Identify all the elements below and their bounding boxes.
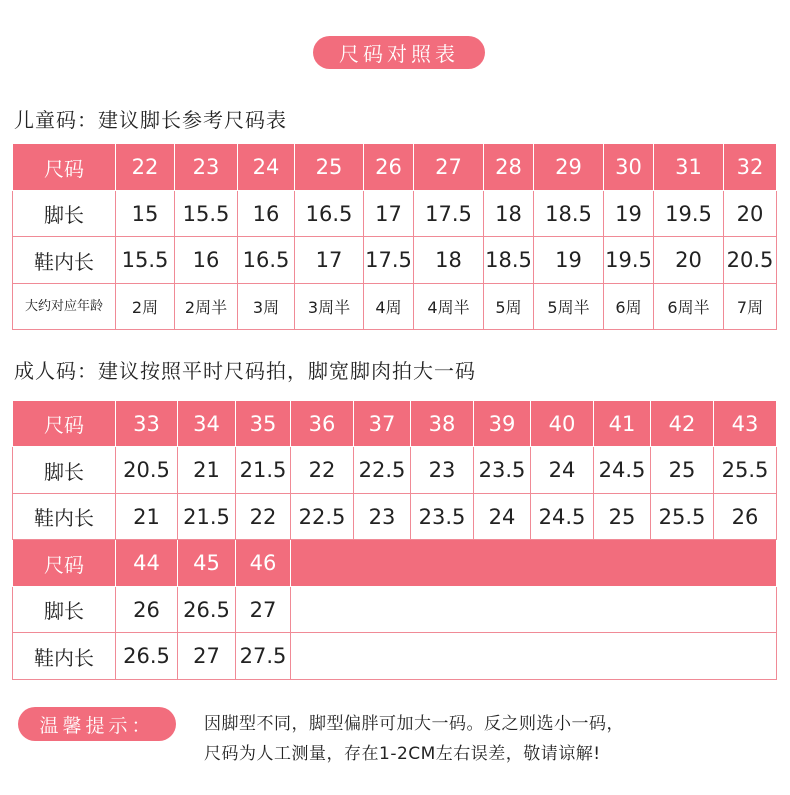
empty-cell xyxy=(291,633,777,680)
inner-length-cell: 22.5 xyxy=(291,494,354,540)
inner-length-cell: 17.5 xyxy=(364,237,414,284)
inner-length-cell: 18 xyxy=(414,237,484,284)
size-cell: 44 xyxy=(116,540,178,587)
adult-size-table xyxy=(12,400,777,680)
foot-length-cell: 18 xyxy=(484,191,534,237)
inner-length-cell: 23.5 xyxy=(411,494,474,540)
foot-length-label: 脚长 xyxy=(13,191,116,237)
age-cell: 2周半 xyxy=(175,284,238,330)
inner-length-cell: 25 xyxy=(594,494,651,540)
size-cell: 29 xyxy=(534,144,604,191)
size-cell: 26 xyxy=(364,144,414,191)
size-cell: 23 xyxy=(175,144,238,191)
foot-length-cell: 23 xyxy=(411,447,474,494)
foot-length-cell: 19.5 xyxy=(654,191,724,237)
age-cell: 3周 xyxy=(238,284,295,330)
foot-length-cell: 17 xyxy=(364,191,414,237)
tip-badge xyxy=(18,707,176,741)
size-cell: 42 xyxy=(651,401,714,447)
inner-length-cell: 20.5 xyxy=(724,237,777,284)
children-size-table xyxy=(12,143,777,330)
size-cell: 22 xyxy=(116,144,175,191)
size-row xyxy=(13,401,777,447)
size-cell: 35 xyxy=(236,401,291,447)
age-cell: 4周 xyxy=(364,284,414,330)
size-row xyxy=(13,144,777,191)
size-label: 尺码 xyxy=(13,144,116,191)
inner-length-cell: 26.5 xyxy=(116,633,178,680)
children-heading: 儿童码：建议脚长参考尺码表 xyxy=(14,108,287,132)
size-cell: 45 xyxy=(178,540,236,587)
foot-length-row xyxy=(13,447,777,494)
inner-length-cell: 16 xyxy=(175,237,238,284)
tip-line-2: 尺码为人工测量，存在1-2CM左右误差，敬请谅解! xyxy=(204,744,601,764)
size-cell: 41 xyxy=(594,401,651,447)
foot-length-cell: 17.5 xyxy=(414,191,484,237)
foot-length-row-2 xyxy=(13,587,777,633)
foot-length-cell: 23.5 xyxy=(474,447,531,494)
foot-length-cell: 19 xyxy=(604,191,654,237)
size-label-2: 尺码 xyxy=(13,540,116,587)
foot-length-cell: 25 xyxy=(651,447,714,494)
size-cell: 37 xyxy=(354,401,411,447)
foot-length-label-2: 脚长 xyxy=(13,587,116,633)
size-cell: 40 xyxy=(531,401,594,447)
foot-length-row xyxy=(13,191,777,237)
foot-length-cell: 22.5 xyxy=(354,447,411,494)
foot-length-cell: 24.5 xyxy=(594,447,651,494)
size-label: 尺码 xyxy=(13,401,116,447)
tip-line-1: 因脚型不同，脚型偏胖可加大一码。反之则选小一码， xyxy=(204,714,624,734)
size-cell: 25 xyxy=(295,144,364,191)
age-label: 大约对应年龄 xyxy=(13,284,116,330)
age-row xyxy=(13,284,777,330)
inner-length-cell: 21 xyxy=(116,494,178,540)
foot-length-cell: 25.5 xyxy=(714,447,777,494)
empty-cell xyxy=(291,540,777,587)
inner-length-cell: 16.5 xyxy=(238,237,295,284)
size-cell: 30 xyxy=(604,144,654,191)
size-cell: 28 xyxy=(484,144,534,191)
foot-length-cell: 16.5 xyxy=(295,191,364,237)
inner-length-cell: 26 xyxy=(714,494,777,540)
size-cell: 33 xyxy=(116,401,178,447)
foot-length-cell: 26 xyxy=(116,587,178,633)
foot-length-cell: 18.5 xyxy=(534,191,604,237)
inner-length-cell: 20 xyxy=(654,237,724,284)
size-cell: 38 xyxy=(411,401,474,447)
age-cell: 3周半 xyxy=(295,284,364,330)
size-cell: 34 xyxy=(178,401,236,447)
inner-length-cell: 19 xyxy=(534,237,604,284)
inner-length-cell: 18.5 xyxy=(484,237,534,284)
inner-length-cell: 27 xyxy=(178,633,236,680)
age-cell: 5周半 xyxy=(534,284,604,330)
inner-length-cell: 24 xyxy=(474,494,531,540)
size-cell: 31 xyxy=(654,144,724,191)
foot-length-cell: 16 xyxy=(238,191,295,237)
age-cell: 6周半 xyxy=(654,284,724,330)
inner-length-row-2 xyxy=(13,633,777,680)
foot-length-cell: 26.5 xyxy=(178,587,236,633)
foot-length-cell: 20 xyxy=(724,191,777,237)
age-cell: 6周 xyxy=(604,284,654,330)
age-cell: 5周 xyxy=(484,284,534,330)
size-cell: 43 xyxy=(714,401,777,447)
inner-length-cell: 24.5 xyxy=(531,494,594,540)
tip-label: 温馨提示： xyxy=(39,714,155,737)
size-cell: 32 xyxy=(724,144,777,191)
inner-length-cell: 15.5 xyxy=(116,237,175,284)
foot-length-cell: 15.5 xyxy=(175,191,238,237)
inner-length-cell: 22 xyxy=(236,494,291,540)
size-row-2 xyxy=(13,540,777,587)
foot-length-cell: 22 xyxy=(291,447,354,494)
inner-length-row xyxy=(13,237,777,284)
size-cell: 39 xyxy=(474,401,531,447)
empty-cell xyxy=(291,587,777,633)
size-cell: 46 xyxy=(236,540,291,587)
foot-length-cell: 20.5 xyxy=(116,447,178,494)
inner-length-row xyxy=(13,494,777,540)
foot-length-cell: 15 xyxy=(116,191,175,237)
inner-length-label-2: 鞋内长 xyxy=(13,633,116,680)
adult-heading: 成人码：建议按照平时尺码拍，脚宽脚肉拍大一码 xyxy=(14,359,476,383)
inner-length-cell: 21.5 xyxy=(178,494,236,540)
size-cell: 27 xyxy=(414,144,484,191)
foot-length-cell: 27 xyxy=(236,587,291,633)
inner-length-cell: 27.5 xyxy=(236,633,291,680)
age-cell: 7周 xyxy=(724,284,777,330)
inner-length-label: 鞋内长 xyxy=(13,237,116,284)
foot-length-cell: 24 xyxy=(531,447,594,494)
page-title-text: 尺码对照表 xyxy=(339,42,459,66)
inner-length-label: 鞋内长 xyxy=(13,494,116,540)
page-title xyxy=(313,36,485,69)
foot-length-label: 脚长 xyxy=(13,447,116,494)
size-cell: 24 xyxy=(238,144,295,191)
inner-length-cell: 25.5 xyxy=(651,494,714,540)
foot-length-cell: 21.5 xyxy=(236,447,291,494)
size-cell: 36 xyxy=(291,401,354,447)
inner-length-cell: 19.5 xyxy=(604,237,654,284)
inner-length-cell: 23 xyxy=(354,494,411,540)
age-cell: 2周 xyxy=(116,284,175,330)
foot-length-cell: 21 xyxy=(178,447,236,494)
age-cell: 4周半 xyxy=(414,284,484,330)
inner-length-cell: 17 xyxy=(295,237,364,284)
